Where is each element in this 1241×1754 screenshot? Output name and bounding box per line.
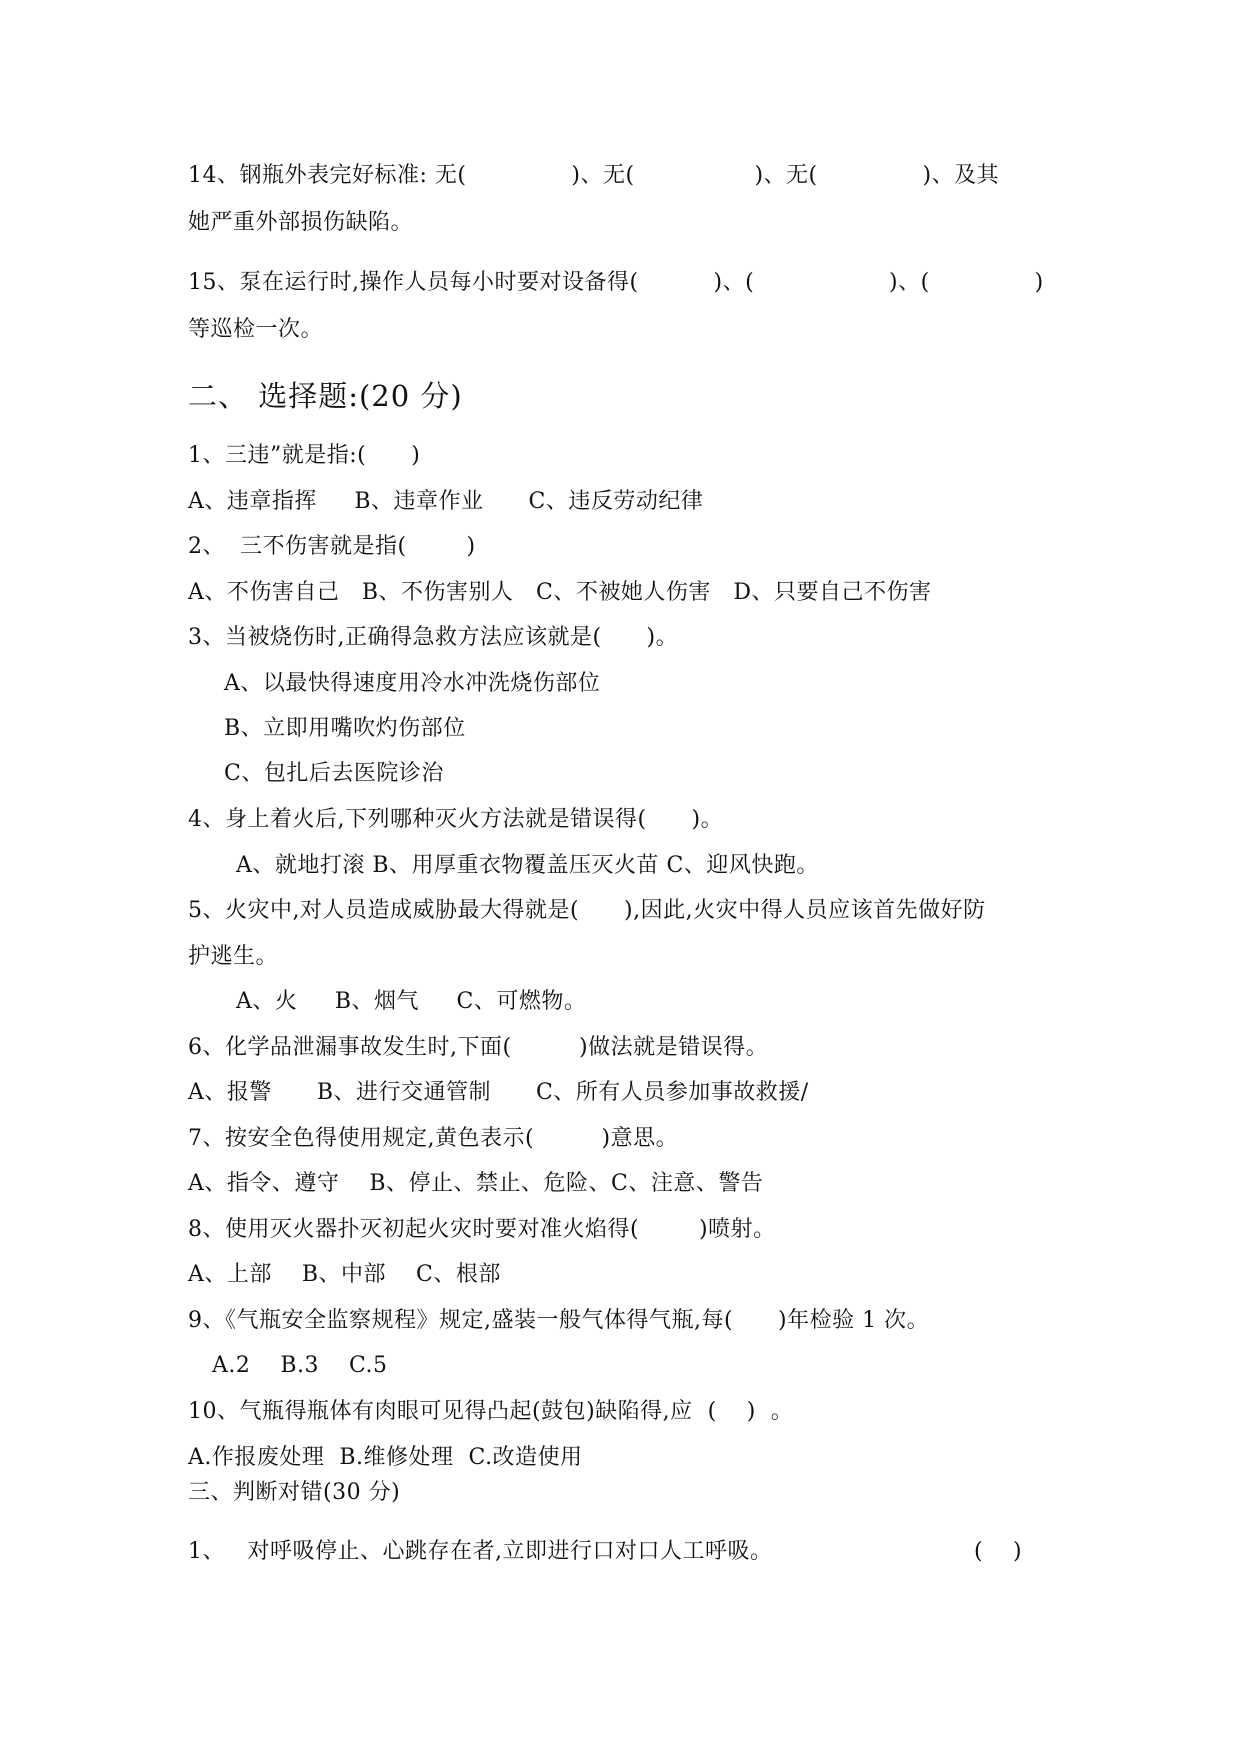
choice-question-6: 6、化学品泄漏事故发生时,下面( )做法就是错误得。 <box>188 1035 769 1060</box>
choice-question-1: 1、三违”就是指:( ) <box>188 443 421 468</box>
choice-question-3-option-c: C、包扎后去医院诊治 <box>224 761 444 786</box>
choice-question-10: 10、气瓶得瓶体有肉眼可见得凸起(鼓包)缺陷得,应 ( ) 。 <box>188 1399 794 1424</box>
choice-question-1-options: A、违章指挥 B、违章作业 C、违反劳动纪律 <box>188 489 704 514</box>
choice-question-5-line-2: 护逃生。 <box>188 944 279 969</box>
question-15-line-2: 等巡检一次。 <box>188 317 324 342</box>
question-15-line-1: 15、泵在运行时,操作人员每小时要对设备得( )、( )、( ) <box>188 270 1044 295</box>
choice-question-5-line-1: 5、火灾中,对人员造成威胁最大得就是( ),因此,火灾中得人员应该首先做好防 <box>188 898 986 923</box>
choice-question-3-option-a: A、以最快得速度用冷水冲洗烧伤部位 <box>224 671 601 696</box>
choice-question-4-options: A、就地打滚 B、用厚重衣物覆盖压灭火苗 C、迎风快跑。 <box>236 853 819 878</box>
question-14-line-1: 14、钢瓶外表完好标准: 无( )、无( )、无( )、及其 <box>188 163 1000 188</box>
choice-question-2-options: A、不伤害自己 B、不伤害别人 C、不被她人伤害 D、只要自己不伤害 <box>188 580 932 605</box>
choice-question-9-options: A.2 B.3 C.5 <box>212 1353 388 1378</box>
choice-question-6-options: A、报警 B、进行交通管制 C、所有人员参加事故救援/ <box>188 1080 809 1105</box>
choice-question-5-options: A、火 B、烟气 C、可燃物。 <box>236 989 587 1014</box>
choice-question-10-options: A.作报废处理 B.维修处理 C.改造使用 <box>188 1445 583 1470</box>
choice-question-7: 7、按安全色得使用规定,黄色表示( )意思。 <box>188 1126 679 1151</box>
choice-question-3: 3、当被烧伤时,正确得急救方法应该就是( )。 <box>188 625 679 650</box>
choice-question-3-option-b: B、立即用嘴吹灼伤部位 <box>224 716 466 741</box>
choice-question-2: 2、 三不伤害就是指( ) <box>188 534 476 559</box>
section-2-heading: 二、 选择题:(20 分) <box>188 379 463 413</box>
choice-question-9: 9、《气瓶安全监察规程》规定,盛装一般气体得气瓶,每( )年检验 1 次。 <box>188 1308 930 1333</box>
choice-question-4: 4、身上着火后,下列哪种灭火方法就是错误得( )。 <box>188 807 724 832</box>
judgement-question-1: 1、 对呼吸停止、心跳存在者,立即进行口对口人工呼吸。 <box>188 1539 773 1564</box>
choice-question-8-options: A、上部 B、中部 C、根部 <box>188 1262 501 1287</box>
judgement-question-1-answer-mark: ( ) <box>974 1539 1023 1564</box>
choice-question-7-options: A、指令、遵守 B、停止、禁止、危险、C、注意、警告 <box>188 1171 764 1196</box>
question-14-line-2: 她严重外部损伤缺陷。 <box>188 210 414 235</box>
section-3-heading: 三、判断对错(30 分) <box>188 1480 401 1505</box>
choice-question-8: 8、使用灭火器扑灭初起火灾时要对准火焰得( )喷射。 <box>188 1217 776 1242</box>
